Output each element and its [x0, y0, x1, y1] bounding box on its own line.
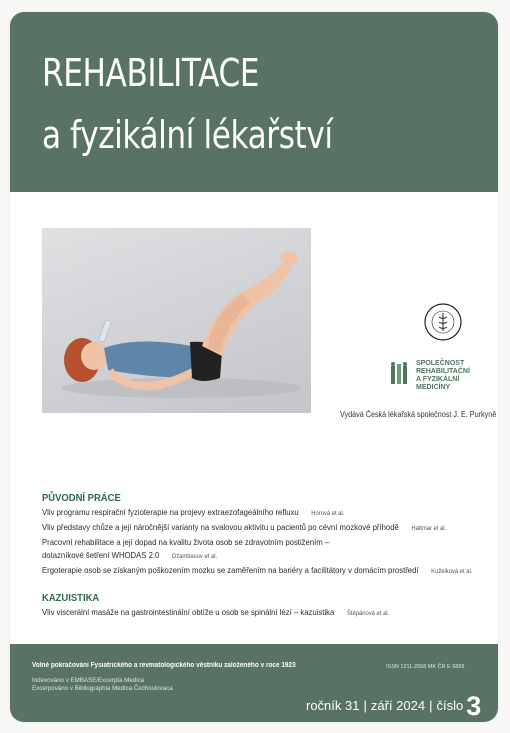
journal-title-line2: a fyzikální lékařství: [42, 113, 333, 157]
section-heading-case-report: KAZUISTIKA: [42, 592, 100, 604]
issue-number: 3: [466, 691, 482, 721]
society-logos: [338, 302, 488, 422]
cover-photo: [42, 228, 311, 413]
separator: |: [429, 698, 433, 713]
cover-footer: [10, 644, 498, 722]
continuation-note: Volné pokračování Fysiatrického a revmatologického věstníku založeného v roce 1923: [32, 662, 296, 669]
issn-label: ISSN 1211-2658 MK ČR E 6869: [386, 664, 465, 670]
article-item: Vliv programu respirační fyzioterapie na projevy extraezofageálního refluxu Horová et al.: [42, 507, 345, 517]
article-item: Pracovní rehabilitace a její dopad na kvalitu života osob se zdravotním postižením –: [42, 537, 330, 547]
indexing-note-embase: Indexováno v EMBASE/Excerpta Medica: [32, 677, 145, 684]
exercise-illustration: [42, 228, 311, 413]
publisher-line: Vydává Česká lékařská společnost J. E. Purkyně: [340, 410, 497, 419]
cls-jep-seal-logo: [423, 302, 463, 342]
volume-label: ročník 31: [306, 698, 360, 713]
section-heading-original-papers: PŮVODNÍ PRÁCE: [42, 492, 121, 504]
journal-title-line1: REHABILITACE: [42, 51, 260, 95]
journal-cover: [10, 12, 498, 722]
issue-label: číslo: [436, 698, 464, 713]
cover-header: [10, 12, 498, 192]
issue-date: září 2024: [370, 698, 426, 713]
issue-info: [306, 691, 482, 721]
srfm-name: SPOLEČNOST REHABILITAČNÍ A FYZIKÁLNÍ MEDICÍNY: [416, 360, 470, 391]
srfm-figures-icon: [390, 362, 412, 386]
article-item: Vliv představy chůze a její náročnější varianty na svalovou aktivitu u pacientů po cévní mozkové příhodě Haltmar et al.: [42, 522, 447, 532]
indexing-note-bmc: Excerpováno v Bibliographia Medica Čechoslovaca: [32, 685, 173, 692]
article-item: Ergoterapie osob se získaným poškozením mozku se zaměřením na bariéry a facilitátory v domácím prostředí Kuželková et al.: [42, 565, 473, 575]
separator: |: [363, 698, 367, 713]
article-item: Vliv viscerální masáže na gastrointestinální obtíže u osob se spinální lézí – kazuistika Štěpánová et al.: [42, 607, 390, 617]
article-item: dotazníkové šetření WHODAS 2.0 Džambasov et al.: [42, 550, 218, 560]
